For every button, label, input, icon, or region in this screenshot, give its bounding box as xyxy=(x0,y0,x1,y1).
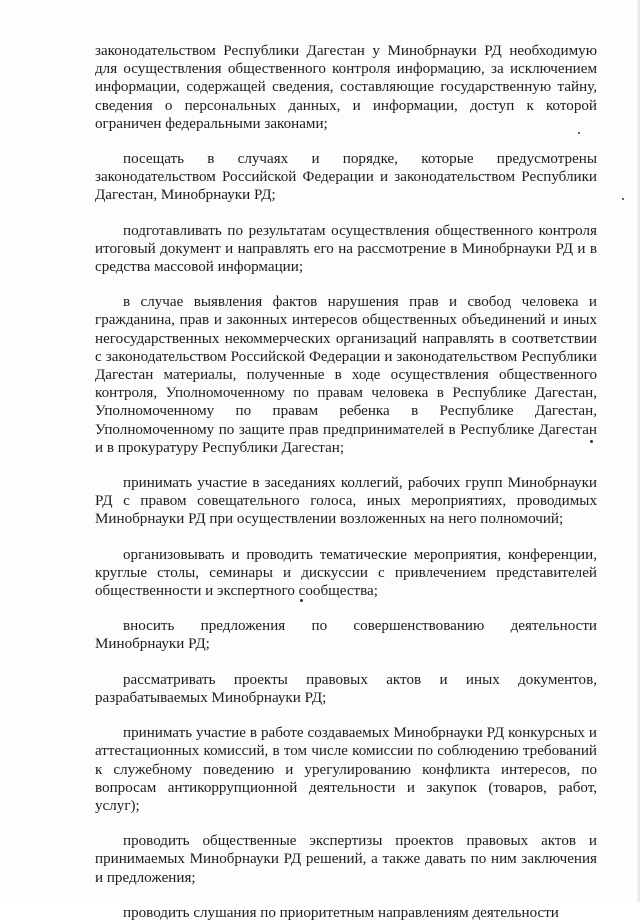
paragraph-access-information: законодательством Республики Дагестан у Минобрнауки РД необходимую для осуществления общественного контроля информацию, за исключением информации, содержащей сведения, составляющие государственную тайну, сведения о персональных данных, и информации, доступ к которой ограничен федеральными законами; xyxy=(95,43,597,132)
scan-speck xyxy=(590,440,593,443)
paragraph-collegium-participation: принимать участие в заседаниях коллегий, рабочих групп Минобрнауки РД с правом совещательного голоса, иных мероприятиях, проводимых Минобрнауки РД при осуществлении возложенных на него полномочий; xyxy=(95,475,597,528)
document-body xyxy=(95,42,597,922)
paragraph-hearings: проводить слушания по приоритетным направлениям деятельности xyxy=(123,904,559,921)
paragraph-review-drafts: рассматривать проекты правовых актов и иных документов, разрабатываемых Минобрнауки РД; xyxy=(95,671,597,706)
paragraph-final-document: подготавливать по результатам осуществления общественного контроля итоговый документ и направлять его на рассмотрение в Минобрнауки РД и в средства массовой информации; xyxy=(95,222,597,276)
paragraph-commissions: принимать участие в работе создаваемых Минобрнауки РД конкурсных и аттестационных комиссий, в том числе комиссии по соблюдению требований к служебному поведению и урегулированию конфликта интересов, по вопросам антикоррупционной деятельности и закупок (товаров, работ, услуг); xyxy=(95,725,597,814)
scan-speck xyxy=(300,599,303,602)
paragraph-violations: в случае выявления фактов нарушения прав и свобод человека и гражданина, прав и законных интересов общественных объединений и иных негосударственных некоммерческих организаций направлять в соответствии с законодательством Российской Федерации и законодательством Республики Дагестан материалы, полученные в ходе осуществления общественного контроля, Уполномоченному по правам человека в Республике Дагестан, Уполномоченному по правам ребенка в Республике Дагестан, Уполномоченному по защите прав предпринимателей в Республике Дагестан и в прокуратуру Республики Дагестан; xyxy=(95,294,597,456)
paragraph-improvement-proposals: вносить предложения по совершенствованию деятельности Минобрнауки РД; xyxy=(95,618,597,653)
paragraph-visit: посещать в случаях и порядке, которые предусмотрены законодательством Российской Федерации и законодательством Республики Дагестан, Минобрнауки РД; xyxy=(95,151,597,204)
paragraph-expertise: проводить общественные экспертизы проектов правовых актов и принимаемых Минобрнауки РД решений, а также давать по ним заключения и предложения; xyxy=(95,833,597,886)
scan-speck xyxy=(578,132,580,134)
paragraph-thematic-events: организовывать и проводить тематические мероприятия, конференции, круглые столы, семинары и дискуссии с привлечением представителей общественности и экспертного сообщества; xyxy=(95,546,597,600)
scan-speck xyxy=(622,198,624,200)
